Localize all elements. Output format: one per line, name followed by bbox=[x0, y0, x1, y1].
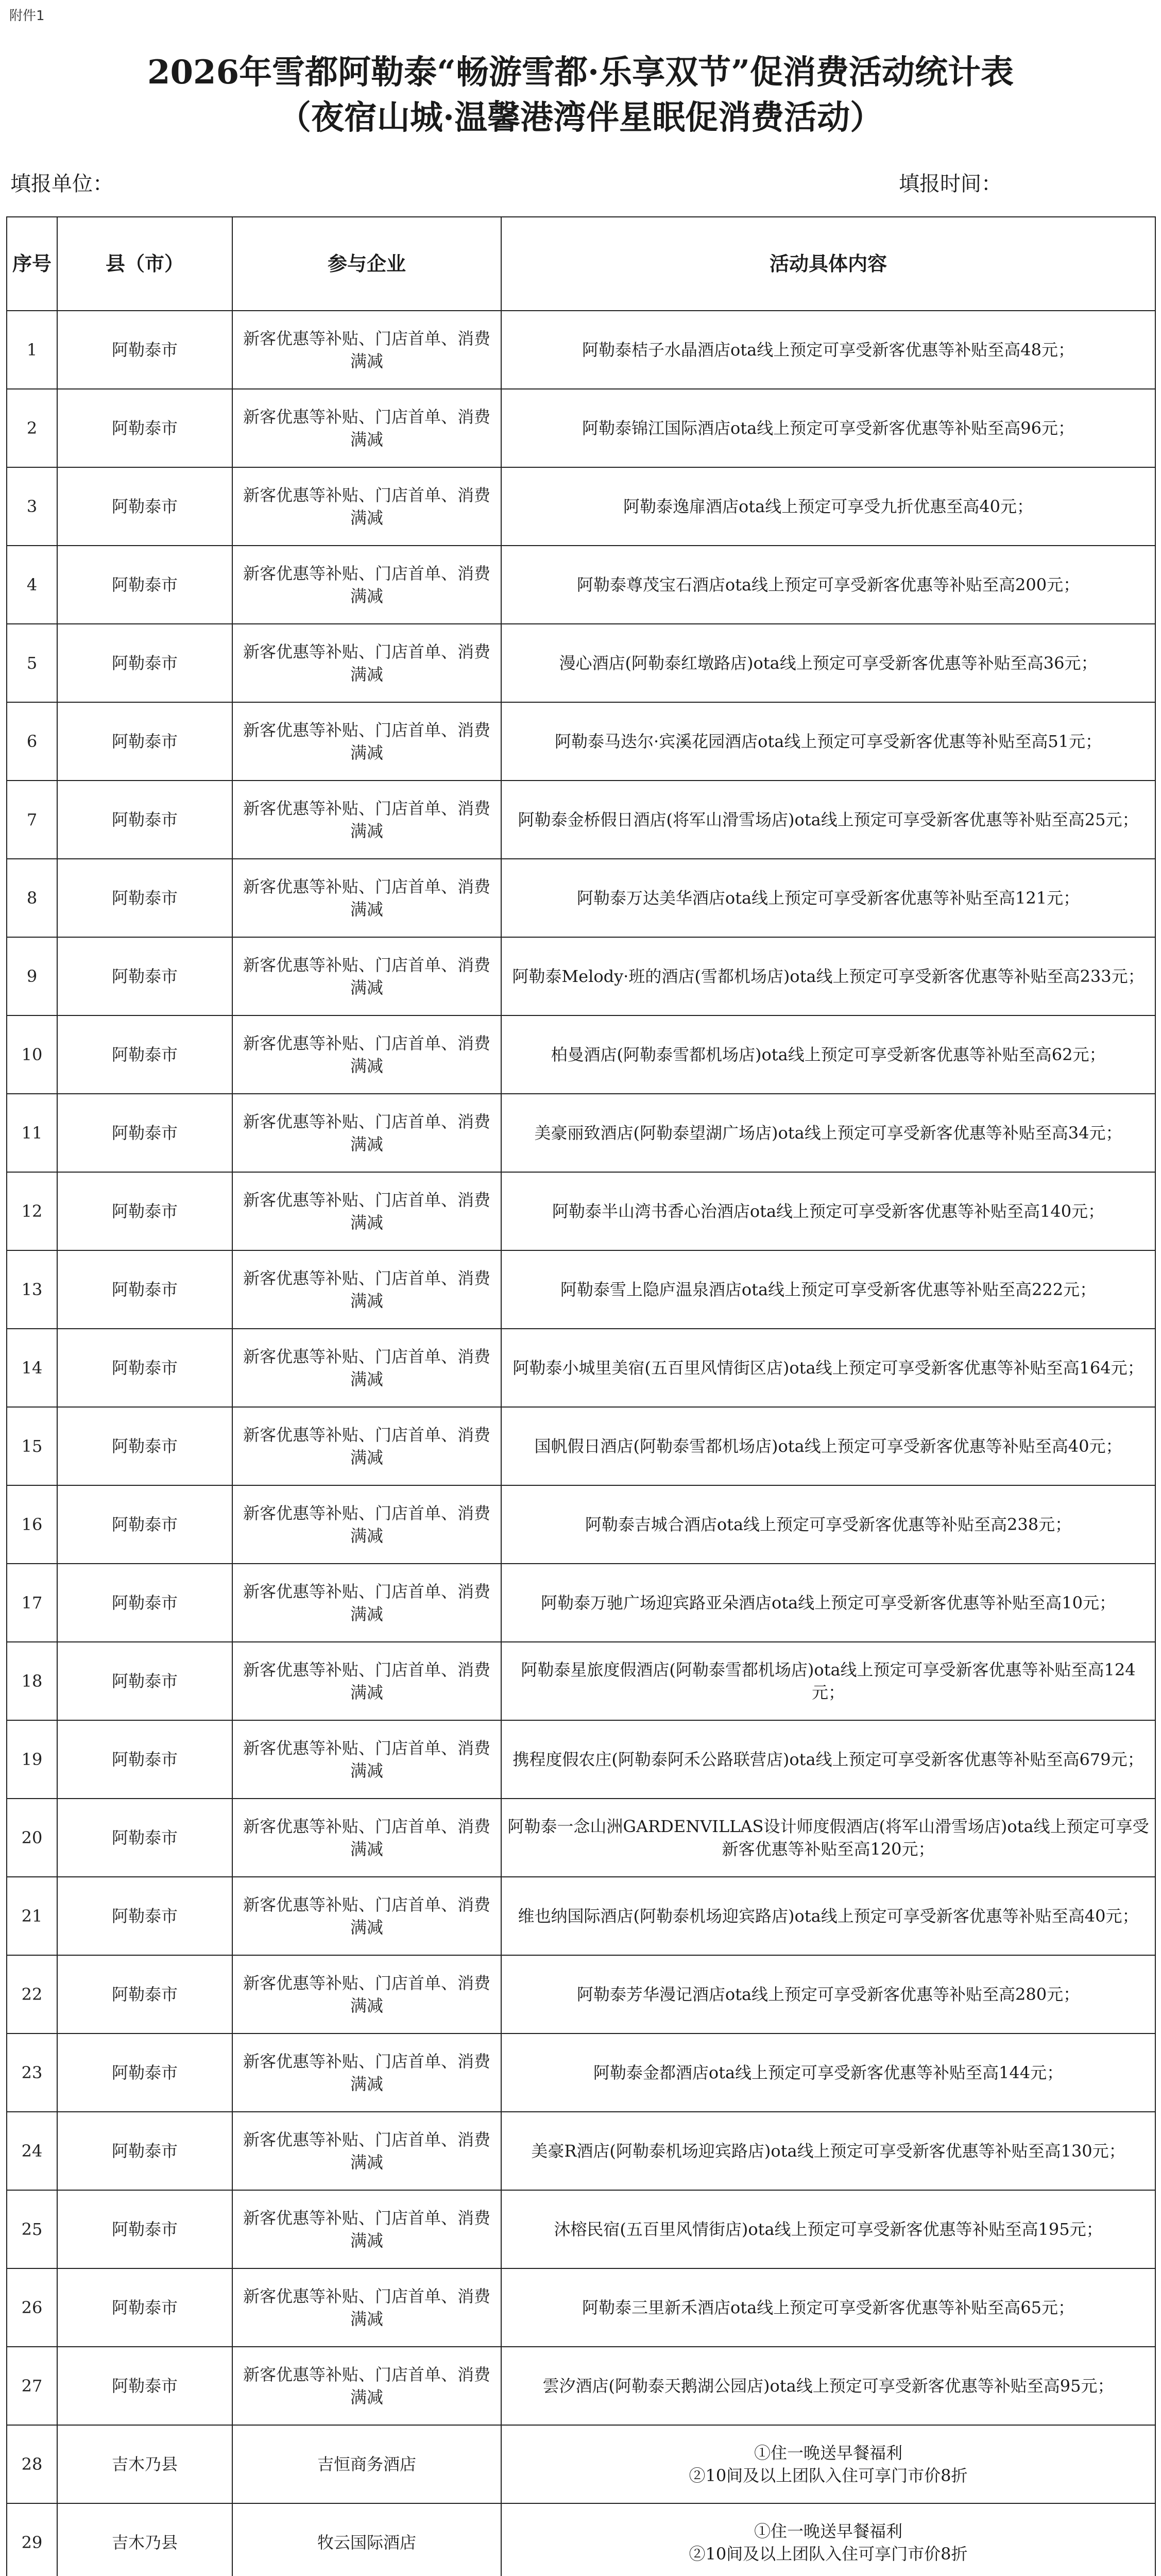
row-number: 12 bbox=[7, 1172, 57, 1250]
row-number: 23 bbox=[7, 2033, 57, 2112]
row-company: 新客优惠等补贴、门店首单、消费满减 bbox=[232, 859, 501, 937]
row-county: 阿勒泰市 bbox=[57, 2112, 232, 2190]
row-content: 阿勒泰金都酒店ota线上预定可享受新客优惠等补贴至高144元； bbox=[501, 2033, 1155, 2112]
row-content: 阿勒泰吉城合酒店ota线上预定可享受新客优惠等补贴至高238元； bbox=[501, 1485, 1155, 1564]
row-county: 阿勒泰市 bbox=[57, 2033, 232, 2112]
row-content: 阿勒泰一念山洲GARDENVILLAS设计师度假酒店(将军山滑雪场店)ota线上预定可享受新客优惠等补贴至高120元； bbox=[501, 1799, 1155, 1877]
table-header-row bbox=[7, 217, 1155, 311]
row-county: 阿勒泰市 bbox=[57, 1250, 232, 1329]
row-content: 美豪丽致酒店(阿勒泰望湖广场店)ota线上预定可享受新客优惠等补贴至高34元； bbox=[501, 1094, 1155, 1172]
row-county: 阿勒泰市 bbox=[57, 937, 232, 1015]
row-content: 国帆假日酒店(阿勒泰雪都机场店)ota线上预定可享受新客优惠等补贴至高40元； bbox=[501, 1407, 1155, 1485]
row-county: 阿勒泰市 bbox=[57, 2190, 232, 2268]
row-number: 15 bbox=[7, 1407, 57, 1485]
row-number: 9 bbox=[7, 937, 57, 1015]
annex-label: 附件1 bbox=[9, 8, 45, 24]
row-content: 阿勒泰芳华漫记酒店ota线上预定可享受新客优惠等补贴至高280元； bbox=[501, 1955, 1155, 2033]
row-number: 22 bbox=[7, 1955, 57, 2033]
table-row bbox=[7, 2033, 1155, 2112]
row-county: 阿勒泰市 bbox=[57, 702, 232, 781]
row-company: 新客优惠等补贴、门店首单、消费满减 bbox=[232, 1877, 501, 1955]
table-row bbox=[7, 546, 1155, 624]
row-company: 新客优惠等补贴、门店首单、消费满减 bbox=[232, 2347, 501, 2425]
table-row bbox=[7, 781, 1155, 859]
row-company: 新客优惠等补贴、门店首单、消费满减 bbox=[232, 1642, 501, 1720]
header-content: 活动具体内容 bbox=[501, 217, 1155, 311]
row-county: 阿勒泰市 bbox=[57, 546, 232, 624]
table-row bbox=[7, 1720, 1155, 1799]
table-row bbox=[7, 1329, 1155, 1407]
row-company: 新客优惠等补贴、门店首单、消费满减 bbox=[232, 1094, 501, 1172]
row-content: 阿勒泰桔子水晶酒店ota线上预定可享受新客优惠等补贴至高48元； bbox=[501, 311, 1155, 389]
table-row bbox=[7, 624, 1155, 702]
document-title: 2026年雪都阿勒泰“畅游雪都·乐享双节”促消费活动统计表 bbox=[147, 53, 1014, 92]
row-number: 5 bbox=[7, 624, 57, 702]
row-county: 阿勒泰市 bbox=[57, 1485, 232, 1564]
table-row bbox=[7, 2190, 1155, 2268]
document-subtitle: （夜宿山城·温馨港湾伴星眠促消费活动） bbox=[278, 98, 883, 137]
table-row bbox=[7, 1407, 1155, 1485]
table-row bbox=[7, 1955, 1155, 2033]
table-row bbox=[7, 1877, 1155, 1955]
table-body bbox=[7, 311, 1155, 2576]
row-content: 漫心酒店(阿勒泰红墩路店)ota线上预定可享受新客优惠等补贴至高36元； bbox=[501, 624, 1155, 702]
row-content: 阿勒泰Melody·班的酒店(雪都机场店)ota线上预定可享受新客优惠等补贴至高233元； bbox=[501, 937, 1155, 1015]
row-content: 阿勒泰万驰广场迎宾路亚朵酒店ota线上预定可享受新客优惠等补贴至高10元； bbox=[501, 1564, 1155, 1642]
row-company: 新客优惠等补贴、门店首单、消费满减 bbox=[232, 1329, 501, 1407]
activity-table bbox=[6, 216, 1156, 2576]
row-number: 26 bbox=[7, 2268, 57, 2347]
row-company: 新客优惠等补贴、门店首单、消费满减 bbox=[232, 311, 501, 389]
row-company: 新客优惠等补贴、门店首单、消费满减 bbox=[232, 1955, 501, 2033]
row-content: 阿勒泰金桥假日酒店(将军山滑雪场店)ota线上预定可享受新客优惠等补贴至高25元； bbox=[501, 781, 1155, 859]
row-county: 阿勒泰市 bbox=[57, 2268, 232, 2347]
table-row bbox=[7, 1094, 1155, 1172]
row-company: 新客优惠等补贴、门店首单、消费满减 bbox=[232, 1485, 501, 1564]
row-content: ①住一晚送早餐福利 ②10间及以上团队入住可享门市价8折 bbox=[501, 2503, 1155, 2576]
row-county: 阿勒泰市 bbox=[57, 1329, 232, 1407]
row-county: 阿勒泰市 bbox=[57, 1955, 232, 2033]
table-row bbox=[7, 311, 1155, 389]
row-company: 新客优惠等补贴、门店首单、消费满减 bbox=[232, 2268, 501, 2347]
row-number: 18 bbox=[7, 1642, 57, 1720]
row-county: 阿勒泰市 bbox=[57, 1094, 232, 1172]
row-county: 阿勒泰市 bbox=[57, 1720, 232, 1799]
row-county: 阿勒泰市 bbox=[57, 311, 232, 389]
row-company: 新客优惠等补贴、门店首单、消费满减 bbox=[232, 546, 501, 624]
row-company: 新客优惠等补贴、门店首单、消费满减 bbox=[232, 624, 501, 702]
row-number: 24 bbox=[7, 2112, 57, 2190]
row-number: 1 bbox=[7, 311, 57, 389]
row-company: 新客优惠等补贴、门店首单、消费满减 bbox=[232, 937, 501, 1015]
row-number: 29 bbox=[7, 2503, 57, 2576]
fill-time-label: 填报时间： bbox=[899, 172, 1002, 196]
table-row bbox=[7, 937, 1155, 1015]
row-company: 新客优惠等补贴、门店首单、消费满减 bbox=[232, 781, 501, 859]
table-row bbox=[7, 702, 1155, 781]
row-number: 20 bbox=[7, 1799, 57, 1877]
row-county: 阿勒泰市 bbox=[57, 624, 232, 702]
table-row bbox=[7, 2112, 1155, 2190]
row-company: 新客优惠等补贴、门店首单、消费满减 bbox=[232, 389, 501, 467]
row-county: 阿勒泰市 bbox=[57, 859, 232, 937]
row-number: 21 bbox=[7, 1877, 57, 1955]
row-number: 6 bbox=[7, 702, 57, 781]
row-company: 新客优惠等补贴、门店首单、消费满减 bbox=[232, 1250, 501, 1329]
row-company: 新客优惠等补贴、门店首单、消费满减 bbox=[232, 2033, 501, 2112]
table-row bbox=[7, 1172, 1155, 1250]
row-number: 3 bbox=[7, 467, 57, 546]
header-number: 序号 bbox=[7, 217, 57, 311]
table-row bbox=[7, 2503, 1155, 2576]
row-content: 阿勒泰马迭尔·宾溪花园酒店ota线上预定可享受新客优惠等补贴至高51元； bbox=[501, 702, 1155, 781]
row-company: 新客优惠等补贴、门店首单、消费满减 bbox=[232, 467, 501, 546]
row-number: 11 bbox=[7, 1094, 57, 1172]
row-number: 27 bbox=[7, 2347, 57, 2425]
table-row bbox=[7, 1250, 1155, 1329]
row-county: 阿勒泰市 bbox=[57, 1642, 232, 1720]
row-number: 4 bbox=[7, 546, 57, 624]
row-content: 雲汐酒店(阿勒泰天鹅湖公园店)ota线上预定可享受新客优惠等补贴至高95元； bbox=[501, 2347, 1155, 2425]
row-company: 新客优惠等补贴、门店首单、消费满减 bbox=[232, 1015, 501, 1094]
row-county: 阿勒泰市 bbox=[57, 389, 232, 467]
table-row bbox=[7, 1799, 1155, 1877]
row-content: 阿勒泰锦江国际酒店ota线上预定可享受新客优惠等补贴至高96元； bbox=[501, 389, 1155, 467]
table-row bbox=[7, 1564, 1155, 1642]
row-county: 阿勒泰市 bbox=[57, 1799, 232, 1877]
row-number: 8 bbox=[7, 859, 57, 937]
table-row bbox=[7, 1485, 1155, 1564]
row-company: 新客优惠等补贴、门店首单、消费满减 bbox=[232, 2112, 501, 2190]
row-company: 新客优惠等补贴、门店首单、消费满减 bbox=[232, 1172, 501, 1250]
row-content: 阿勒泰逸扉酒店ota线上预定可享受九折优惠至高40元； bbox=[501, 467, 1155, 546]
row-number: 16 bbox=[7, 1485, 57, 1564]
header-county: 县（市） bbox=[57, 217, 232, 311]
row-content: 阿勒泰尊茂宝石酒店ota线上预定可享受新客优惠等补贴至高200元； bbox=[501, 546, 1155, 624]
row-content: 阿勒泰雪上隐庐温泉酒店ota线上预定可享受新客优惠等补贴至高222元； bbox=[501, 1250, 1155, 1329]
row-county: 阿勒泰市 bbox=[57, 1564, 232, 1642]
table-row bbox=[7, 1015, 1155, 1094]
table-row bbox=[7, 389, 1155, 467]
row-county: 吉木乃县 bbox=[57, 2503, 232, 2576]
row-county: 阿勒泰市 bbox=[57, 1172, 232, 1250]
table-row bbox=[7, 2347, 1155, 2425]
row-number: 17 bbox=[7, 1564, 57, 1642]
row-number: 13 bbox=[7, 1250, 57, 1329]
row-county: 阿勒泰市 bbox=[57, 2347, 232, 2425]
row-number: 14 bbox=[7, 1329, 57, 1407]
row-company: 新客优惠等补贴、门店首单、消费满减 bbox=[232, 1564, 501, 1642]
table-row bbox=[7, 2268, 1155, 2347]
table-row bbox=[7, 2425, 1155, 2503]
row-company: 吉恒商务酒店 bbox=[232, 2425, 501, 2503]
row-company: 新客优惠等补贴、门店首单、消费满减 bbox=[232, 702, 501, 781]
row-number: 25 bbox=[7, 2190, 57, 2268]
row-number: 19 bbox=[7, 1720, 57, 1799]
row-content: 阿勒泰万达美华酒店ota线上预定可享受新客优惠等补贴至高121元； bbox=[501, 859, 1155, 937]
row-content: 携程度假农庄(阿勒泰阿禾公路联营店)ota线上预定可享受新客优惠等补贴至高679元； bbox=[501, 1720, 1155, 1799]
row-company: 新客优惠等补贴、门店首单、消费满减 bbox=[232, 1407, 501, 1485]
row-number: 28 bbox=[7, 2425, 57, 2503]
table-row bbox=[7, 467, 1155, 546]
header-company: 参与企业 bbox=[232, 217, 501, 311]
row-county: 阿勒泰市 bbox=[57, 1407, 232, 1485]
row-county: 吉木乃县 bbox=[57, 2425, 232, 2503]
row-number: 7 bbox=[7, 781, 57, 859]
row-number: 2 bbox=[7, 389, 57, 467]
row-county: 阿勒泰市 bbox=[57, 781, 232, 859]
table-row bbox=[7, 1642, 1155, 1720]
row-content: ①住一晚送早餐福利 ②10间及以上团队入住可享门市价8折 bbox=[501, 2425, 1155, 2503]
row-company: 新客优惠等补贴、门店首单、消费满减 bbox=[232, 2190, 501, 2268]
row-content: 阿勒泰小城里美宿(五百里风情街区店)ota线上预定可享受新客优惠等补贴至高164元； bbox=[501, 1329, 1155, 1407]
row-company: 新客优惠等补贴、门店首单、消费满减 bbox=[232, 1720, 501, 1799]
row-content: 美豪R酒店(阿勒泰机场迎宾路店)ota线上预定可享受新客优惠等补贴至高130元； bbox=[501, 2112, 1155, 2190]
row-content: 柏曼酒店(阿勒泰雪都机场店)ota线上预定可享受新客优惠等补贴至高62元； bbox=[501, 1015, 1155, 1094]
table-row bbox=[7, 859, 1155, 937]
row-number: 10 bbox=[7, 1015, 57, 1094]
row-company: 新客优惠等补贴、门店首单、消费满减 bbox=[232, 1799, 501, 1877]
row-content: 阿勒泰三里新禾酒店ota线上预定可享受新客优惠等补贴至高65元； bbox=[501, 2268, 1155, 2347]
row-county: 阿勒泰市 bbox=[57, 467, 232, 546]
row-company: 牧云国际酒店 bbox=[232, 2503, 501, 2576]
row-county: 阿勒泰市 bbox=[57, 1877, 232, 1955]
fill-unit-label: 填报单位： bbox=[10, 172, 113, 196]
row-content: 阿勒泰半山湾书香心治酒店ota线上预定可享受新客优惠等补贴至高140元； bbox=[501, 1172, 1155, 1250]
row-content: 维也纳国际酒店(阿勒泰机场迎宾路店)ota线上预定可享受新客优惠等补贴至高40元； bbox=[501, 1877, 1155, 1955]
row-content: 沐榕民宿(五百里风情街店)ota线上预定可享受新客优惠等补贴至高195元； bbox=[501, 2190, 1155, 2268]
row-county: 阿勒泰市 bbox=[57, 1015, 232, 1094]
row-content: 阿勒泰星旅度假酒店(阿勒泰雪都机场店)ota线上预定可享受新客优惠等补贴至高124元； bbox=[501, 1642, 1155, 1720]
